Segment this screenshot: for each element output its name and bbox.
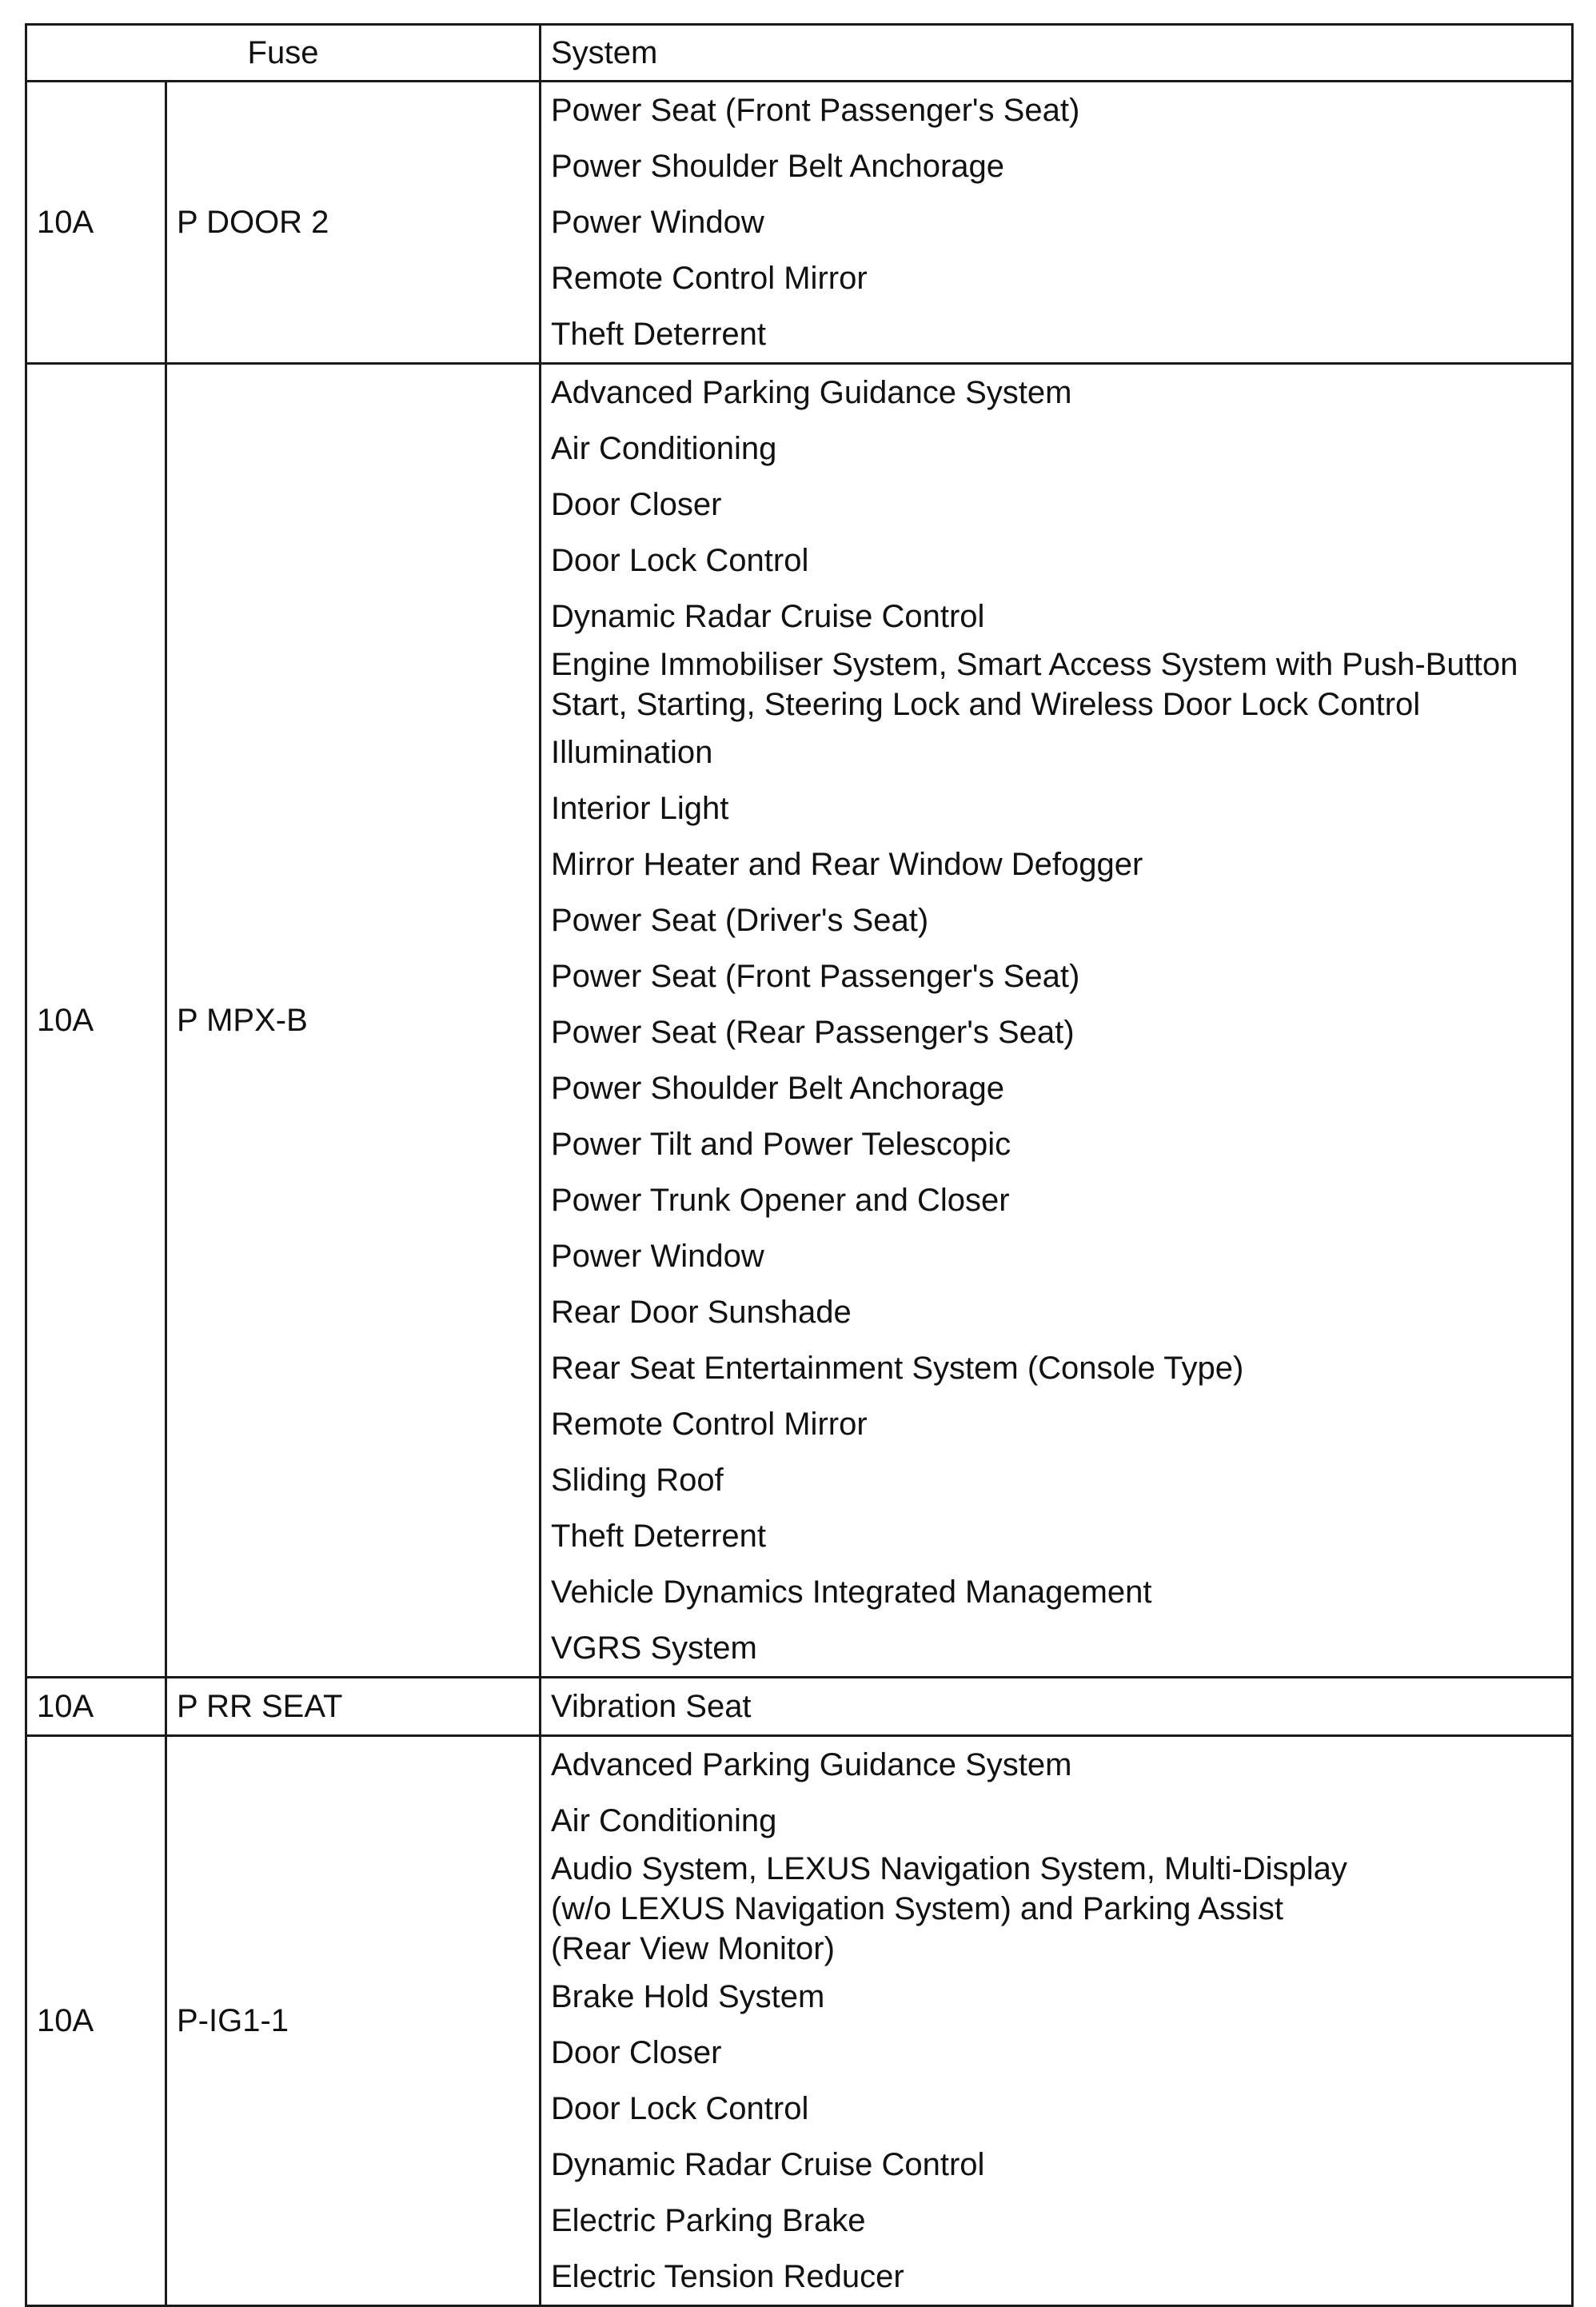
table-row	[26, 1736, 1573, 2306]
fuse-name-cell: P RR SEAT	[166, 1678, 541, 1736]
system-list-cell	[541, 1678, 1573, 1736]
fuse-system-table	[25, 23, 1574, 2307]
system-item: Theft Deterrent	[551, 1519, 767, 1554]
system-item: Power Trunk Opener and Closer	[551, 1183, 1010, 1218]
system-item: Advanced Parking Guidance System	[551, 1747, 1072, 1782]
system-item: Rear Door Sunshade	[551, 1295, 852, 1330]
system-item: Power Seat (Rear Passenger's Seat)	[551, 1015, 1075, 1050]
system-item: Vehicle Dynamics Integrated Management	[551, 1575, 1152, 1610]
table-header-row	[26, 25, 1573, 82]
table-row	[26, 364, 1573, 1678]
system-item: Air Conditioning	[551, 1803, 777, 1838]
fuse-name-cell: P-IG1-1	[166, 1736, 541, 2306]
system-item: Theft Deterrent	[551, 317, 767, 352]
system-item: Advanced Parking Guidance System	[551, 375, 1072, 410]
system-item: Power Tilt and Power Telescopic	[551, 1127, 1011, 1162]
table-row	[26, 82, 1573, 364]
system-item: Door Lock Control	[551, 543, 809, 578]
system-item: Sliding Roof	[551, 1463, 724, 1498]
system-item: Mirror Heater and Rear Window Defogger	[551, 847, 1143, 882]
system-item: Remote Control Mirror	[551, 1407, 868, 1442]
system-item: Power Shoulder Belt Anchorage	[551, 149, 1005, 184]
system-item: Electric Parking Brake	[551, 2203, 866, 2238]
system-item: Interior Light	[551, 791, 729, 826]
system-item: Power Seat (Driver's Seat)	[551, 903, 929, 938]
system-item: Brake Hold System	[551, 1979, 825, 2014]
fuse-name-cell: P MPX-B	[166, 364, 541, 1678]
system-item: Vibration Seat	[551, 1689, 752, 1724]
fuse-amperage-cell: 10A	[26, 1736, 166, 2306]
system-item: Power Seat (Front Passenger's Seat)	[551, 959, 1080, 994]
system-item: Engine Immobiliser System, Smart Access System with Push-Button Start, Starting, Steering Lock and Wireless Door Lock Control	[551, 647, 1518, 722]
system-column-header: System	[541, 25, 1573, 82]
system-list-cell	[541, 1736, 1573, 2306]
system-item: Door Closer	[551, 487, 722, 522]
system-item: Rear Seat Entertainment System (Console Type)	[551, 1351, 1244, 1386]
system-item: Door Lock Control	[551, 2091, 809, 2126]
fuse-amperage-cell: 10A	[26, 1678, 166, 1736]
system-list-cell	[541, 82, 1573, 364]
table-body	[26, 82, 1573, 2306]
system-item: Power Window	[551, 1239, 764, 1274]
system-item: VGRS System	[551, 1630, 757, 1666]
fuse-amperage-cell: 10A	[26, 82, 166, 364]
system-item: Dynamic Radar Cruise Control	[551, 599, 985, 634]
system-item: Power Shoulder Belt Anchorage	[551, 1071, 1005, 1106]
system-list-cell	[541, 364, 1573, 1678]
system-item: Air Conditioning	[551, 431, 777, 466]
fuse-name-cell: P DOOR 2	[166, 82, 541, 364]
system-item: Illumination	[551, 735, 713, 770]
fuse-amperage-cell: 10A	[26, 364, 166, 1678]
system-item: Power Window	[551, 205, 764, 240]
system-item: Electric Tension Reducer	[551, 2259, 904, 2294]
system-item: Remote Control Mirror	[551, 261, 868, 296]
fuse-column-header: Fuse	[26, 25, 541, 82]
system-item: Door Closer	[551, 2035, 722, 2070]
system-item: Power Seat (Front Passenger's Seat)	[551, 93, 1080, 128]
system-item: Dynamic Radar Cruise Control	[551, 2147, 985, 2182]
table-row	[26, 1678, 1573, 1736]
system-item: Audio System, LEXUS Navigation System, Multi-Display (w/o LEXUS Navigation System) and Parking Assist (Rear View Monitor)	[551, 1851, 1347, 1966]
